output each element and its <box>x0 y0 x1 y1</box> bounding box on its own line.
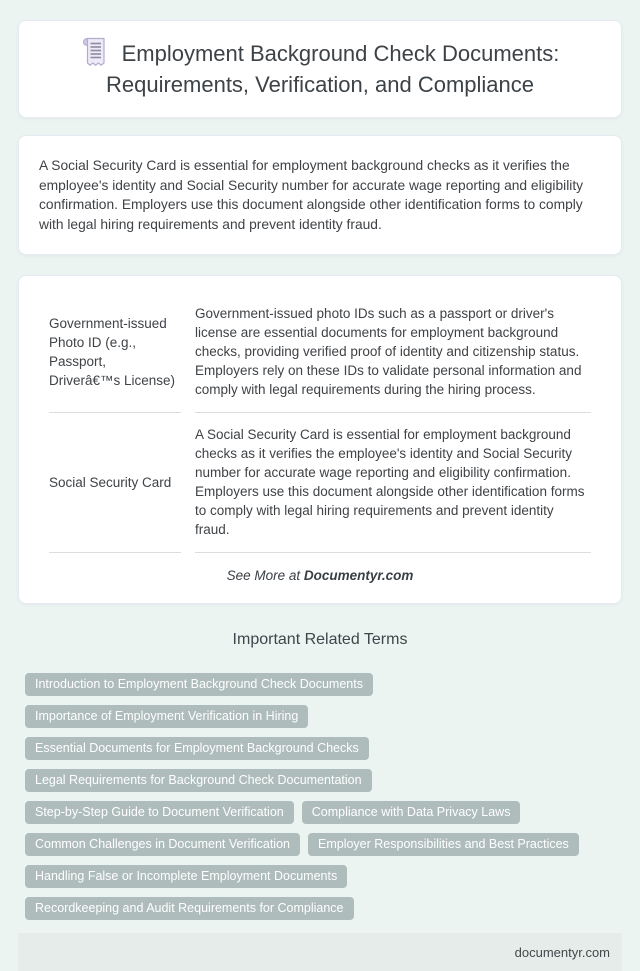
document-term: Social Security Card <box>49 413 181 553</box>
see-more-brand-link[interactable]: Documentyr.com <box>303 568 414 583</box>
documents-table-card <box>18 275 622 604</box>
see-more-line <box>35 568 605 583</box>
see-more-prefix: See More at <box>226 568 304 583</box>
related-term-pill[interactable]: Step-by-Step Guide to Document Verification <box>25 801 294 824</box>
related-term-pill[interactable]: Compliance with Data Privacy Laws <box>302 801 521 824</box>
summary-card <box>18 135 622 255</box>
related-terms-heading: Important Related Terms <box>232 631 408 648</box>
related-terms-list <box>0 673 640 920</box>
document-description: A Social Security Card is essential for employment background checks as it verifies the employee's identity and Social Security number for accurate wage reporting and eligibility confirmation. Employers use this document alongside other identification forms to comply with legal hiring requirements and prevent identity fraud. <box>195 413 591 553</box>
related-term-pill[interactable]: Handling False or Incomplete Employment Documents <box>25 865 347 888</box>
page-title <box>39 37 601 100</box>
title-card <box>18 20 622 118</box>
documents-table <box>35 292 605 553</box>
footer-site-link[interactable]: documentyr.com <box>514 944 610 960</box>
table-row <box>49 292 591 413</box>
footer-bar <box>18 933 622 971</box>
related-term-pill[interactable]: Common Challenges in Document Verification <box>25 833 300 856</box>
summary-text: A Social Security Card is essential for employment background checks as it verifies the employee's identity and Social Security number for accurate wage reporting and eligibility confirmation. Employers use this document alongside other identification forms to comply with legal hiring requirements and prevent identity fraud. <box>39 158 584 232</box>
related-term-pill[interactable]: Recordkeeping and Audit Requirements for Compliance <box>25 897 354 920</box>
table-row <box>49 413 591 553</box>
document-description: Government-issued photo IDs such as a passport or driver's license are essential documents for employment background checks, providing verified proof of identity and citizenship status. Employers rely on these IDs to validate personal information and comply with legal requirements during the hiring process. <box>195 292 591 413</box>
receipt-icon <box>81 37 107 67</box>
document-term: Government-issued Photo ID (e.g., Passport, Driverâ€™s License) <box>49 292 181 413</box>
related-term-pill[interactable]: Legal Requirements for Background Check Documentation <box>25 769 372 792</box>
related-term-pill[interactable]: Essential Documents for Employment Background Checks <box>25 737 369 760</box>
related-term-pill[interactable]: Introduction to Employment Background Check Documents <box>25 673 373 696</box>
related-term-pill[interactable]: Importance of Employment Verification in Hiring <box>25 705 308 728</box>
related-term-pill[interactable]: Employer Responsibilities and Best Practices <box>308 833 579 856</box>
page-title-text: Employment Background Check Documents: Requirements, Verification, and Compliance <box>105 41 560 97</box>
